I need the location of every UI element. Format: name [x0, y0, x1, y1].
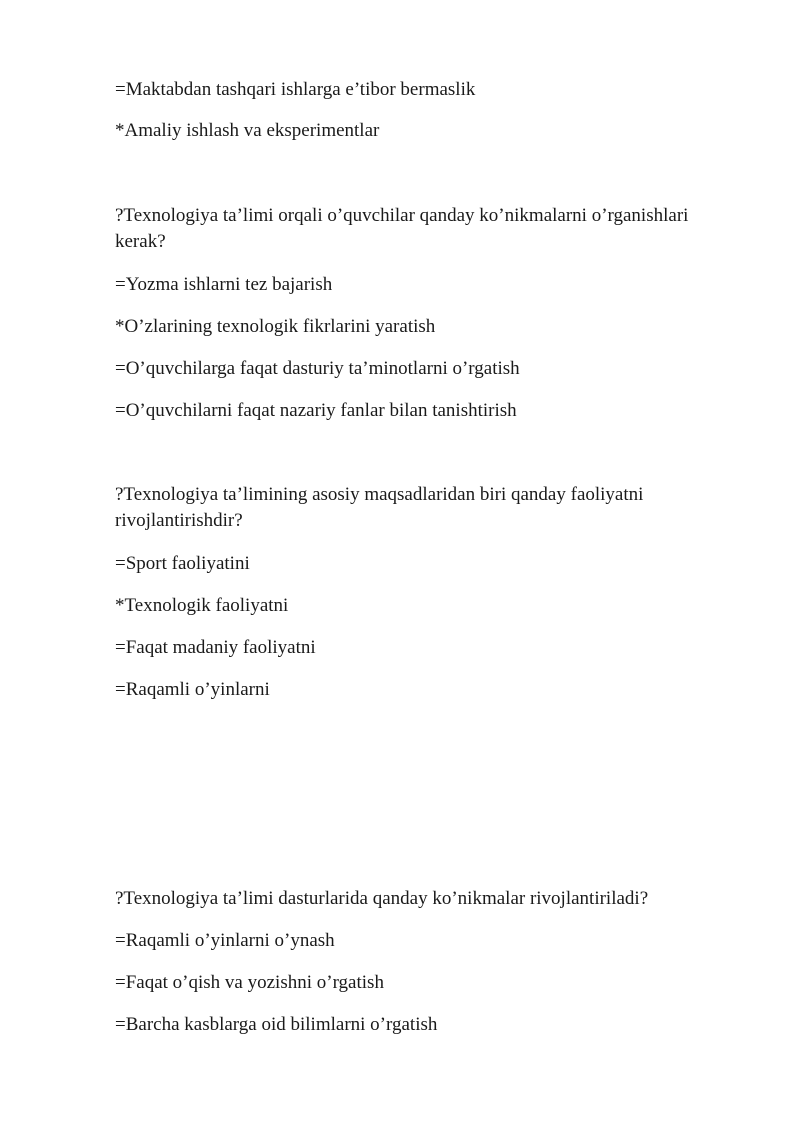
answer-option: =Raqamli o’yinlarni — [115, 679, 270, 700]
question-text: ?Texnologiya ta’limining asosiy maqsadlaridan biri qanday faoliyatni rivojlantirishdir? — [115, 484, 644, 531]
answer-option: =Barcha kasblarga oid bilimlarni o’rgatish — [115, 1014, 438, 1035]
correct-answer: *O’zlarining texnologik fikrlarini yaratish — [115, 316, 436, 337]
answer-option: =Raqamli o’yinlarni o’ynash — [115, 930, 335, 951]
answer-option: =Maktabdan tashqari ishlarga e’tibor bermaslik — [115, 79, 476, 100]
correct-answer: *Texnologik faoliyatni — [115, 595, 289, 616]
question-text: ?Texnologiya ta’limi dasturlarida qanday ko’nikmalar rivojlantiriladi? — [115, 888, 649, 909]
answer-option: =Faqat madaniy faoliyatni — [115, 637, 316, 658]
answer-option: =O’quvchilarni faqat nazariy fanlar bilan tanishtirish — [115, 400, 517, 421]
answer-option: =Sport faoliyatini — [115, 553, 250, 574]
answer-option: =O’quvchilarga faqat dasturiy ta’minotlarni o’rgatish — [115, 358, 520, 379]
correct-answer: *Amaliy ishlash va eksperimentlar — [115, 120, 380, 141]
question-text: ?Texnologiya ta’limi orqali o’quvchilar qanday ko’nikmalarni o’rganishlari kerak? — [115, 205, 689, 252]
answer-option: =Faqat o’qish va yozishni o’rgatish — [115, 972, 384, 993]
answer-option: =Yozma ishlarni tez bajarish — [115, 274, 333, 295]
